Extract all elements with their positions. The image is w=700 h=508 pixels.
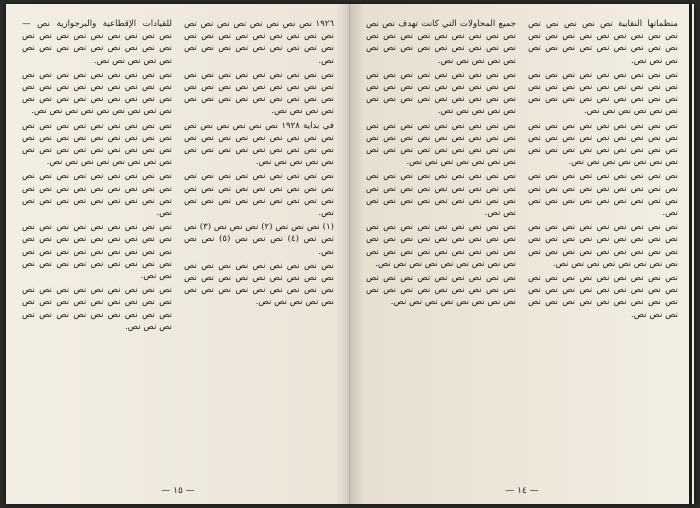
- right-page-column-right: [528, 18, 678, 476]
- spine-shadow: [336, 4, 350, 504]
- right-page: [350, 4, 694, 504]
- paragraph: نص نص نص نص نص نص نص نص نص نص نص نص نص نص نص نص نص نص نص نص نص نص نص نص نص نص نص نص نص نص نص نص نص نص نص نص نص نص.: [22, 222, 172, 282]
- paragraph: نص نص نص نص نص نص نص نص نص نص نص نص نص نص نص نص نص نص نص نص نص نص نص نص نص نص نص نص نص نص نص نص نص نص نص نص.: [22, 69, 172, 117]
- paragraph: نص نص نص نص نص نص نص نص نص نص نص نص نص نص نص نص نص نص نص نص نص نص نص نص نص نص نص نص نص نص نص نص نص نص نص.: [22, 120, 172, 168]
- paragraph: نص نص نص نص نص نص نص نص نص نص نص نص نص نص نص نص نص نص نص نص نص نص نص نص نص نص نص نص نص نص نص نص نص نص نص.: [528, 222, 678, 269]
- paragraph: نص نص نص نص نص نص نص نص نص نص نص نص نص نص نص نص نص نص نص نص نص نص نص نص نص نص نص نص نص نص نص نص نص.: [528, 69, 678, 117]
- paragraph: نص نص نص نص نص نص نص نص نص نص نص نص نص نص نص نص نص نص نص نص نص نص نص نص نص نص نص نص نص نص نص نص نص نص.: [366, 120, 516, 168]
- right-page-column-left: [366, 18, 516, 476]
- paragraph: نص نص نص نص نص نص نص نص نص نص نص نص نص نص نص نص نص نص نص نص نص نص نص نص نص نص نص نص.: [528, 171, 678, 219]
- paragraph: نص نص نص نص نص نص نص نص نص نص نص نص نص نص نص نص نص نص نص نص نص نص نص نص نص نص.: [366, 273, 516, 308]
- page-number: — ١٥ —: [161, 486, 195, 496]
- paragraph: منظماتها النقابية نص نص نص نص نص نص نص نص نص نص نص نص نص نص نص نص نص نص نص نص نص نص نص نص نص نص.: [528, 19, 678, 66]
- paragraph: في بداية ١٩٢٨ نص نص نص نص نص نص نص نص نص نص نص نص نص نص نص نص نص نص نص نص نص نص نص نص نص نص نص نص نص.: [184, 120, 334, 168]
- paragraph: نص نص نص نص نص نص نص نص نص نص نص نص نص نص نص نص نص نص نص نص نص نص نص نص نص نص نص نص نص نص.: [528, 273, 678, 320]
- paragraph: نص نص نص نص نص نص نص نص نص نص نص نص نص نص نص نص نص نص نص نص نص نص نص نص نص نص نص نص نص نص نص نص.: [184, 260, 334, 308]
- paragraph: جميع المحاولات التي كانت تهدف نص نص نص نص نص نص نص نص نص نص نص نص نص نص نص نص نص نص نص نص نص نص نص نص نص.: [366, 19, 516, 66]
- paragraph: نص نص نص نص نص نص نص نص نص نص نص نص نص نص نص نص نص نص نص نص نص نص نص نص نص نص نص نص نص نص نص نص نص نص.: [528, 120, 678, 168]
- paragraph: نص نص نص نص نص نص نص نص نص نص نص نص نص نص نص نص نص نص نص نص نص نص نص نص نص نص نص نص.: [22, 171, 172, 219]
- page-number: — ١٤ —: [505, 486, 539, 496]
- paragraph: نص نص نص نص نص نص نص نص نص نص نص نص نص نص نص نص نص نص نص نص نص نص نص نص نص نص نص نص نص نص نص نص.: [366, 69, 516, 117]
- left-page-column-left: [22, 18, 172, 476]
- spine-shadow: [350, 4, 364, 504]
- scan-edge: [689, 4, 692, 504]
- left-page: [6, 4, 350, 504]
- left-page-column-right: [184, 18, 334, 476]
- paragraph: للقيادات الإقطاعية والبرجوازية نص — نص نص نص نص نص نص نص نص نص نص نص نص نص نص نص نص نص نص نص نص نص نص نص.: [22, 19, 172, 66]
- paragraph: نص نص نص نص نص نص نص نص نص نص نص نص نص نص نص نص نص نص نص نص نص نص نص نص نص نص نص نص نص.: [366, 171, 516, 219]
- paragraph: نص نص نص نص نص نص نص نص نص نص نص نص نص نص نص نص نص نص نص نص نص نص نص نص نص نص نص نص نص نص نص نص نص نص نص نص.: [366, 222, 516, 269]
- book-spread: [6, 4, 694, 504]
- paragraph: ١٩٢٦ نص نص نص نص نص نص نص نص نص نص نص نص نص نص نص نص نص نص نص نص نص نص نص نص نص نص نص.: [184, 19, 334, 66]
- paragraph: (١) نص نص نص (٢) نص نص نص (٣) نص نص نص (٤) نص نص نص (٥) نص نص نص.: [184, 222, 334, 257]
- paragraph: نص نص نص نص نص نص نص نص نص نص نص نص نص نص نص نص نص نص نص نص نص نص نص نص نص نص نص نص نص نص نص.: [184, 69, 334, 117]
- left-page-columns: [22, 18, 334, 476]
- paragraph: نص نص نص نص نص نص نص نص نص نص نص نص نص نص نص نص نص نص نص نص نص نص نص نص نص نص نص نص.: [184, 171, 334, 219]
- paragraph: نص نص نص نص نص نص نص نص نص نص نص نص نص نص نص نص نص نص نص نص نص نص نص نص نص نص نص نص نص نص.: [22, 285, 172, 332]
- right-page-columns: [366, 18, 678, 476]
